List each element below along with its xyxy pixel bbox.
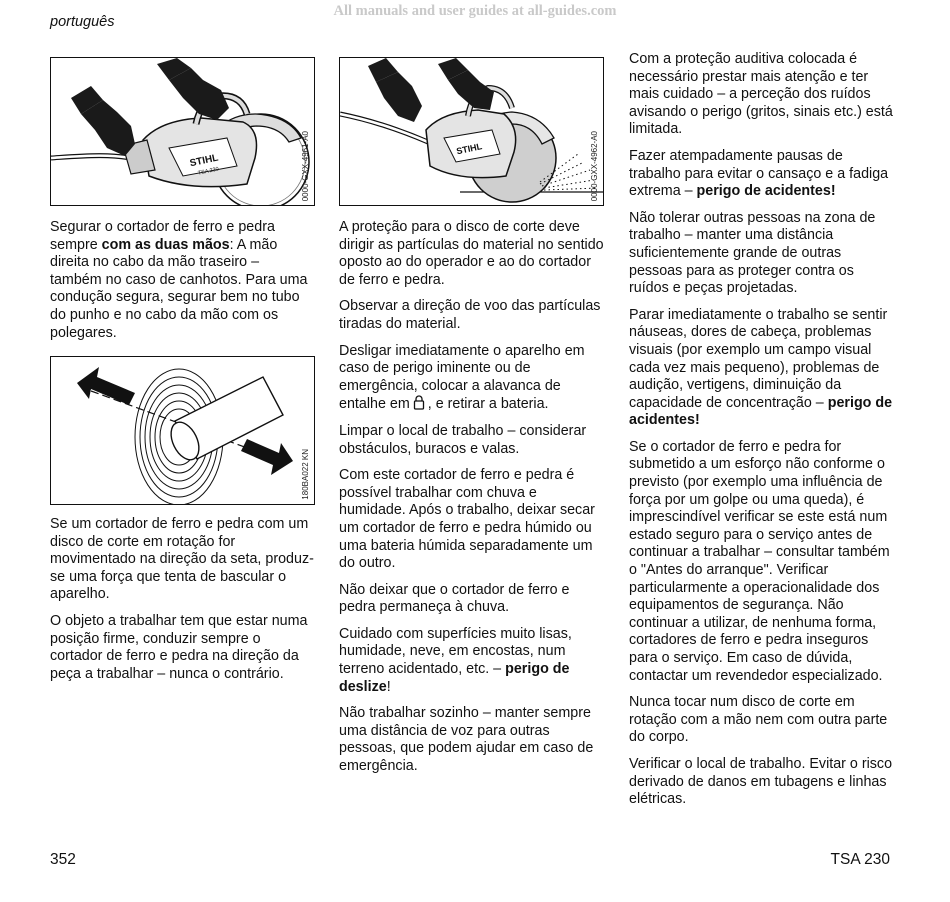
figure-two-hands <box>50 57 315 206</box>
page-number: 352 <box>50 851 76 868</box>
paragraph-breaks: Fazer atempadamente pausas de trabalho para evitar o cansaço e a fadiga extrema – perigo de acidentes! <box>629 147 889 200</box>
paragraph-stop-work: Parar imediatamente o trabalho se sentir náuseas, dores de cabeça, problemas visuais (por exemplo um campo visual cada vez mais pequeno), problemas de audição, vertigens, diminuição da capacidade de concentração – perigo de acidentes! <box>629 306 893 429</box>
force-arrows-illustration <box>51 357 314 504</box>
paragraph-no-rain: Não deixar que o cortador de ferro e pedra permaneça à chuva. <box>339 581 570 616</box>
two-hands-illustration <box>51 58 314 205</box>
paragraph-clean-area: Limpar o local de trabalho – considerar obstáculos, buracos e valas. <box>339 422 587 457</box>
emphasis-slip: perigo de deslize <box>339 661 570 695</box>
paragraph-improper-load: Se o cortador de ferro e pedra for submetido a um esforço não conforme o previsto (por exemplo uma influência de força por um golpe ou uma queda), é imprescindível verificar se este está num estado seguro para o serviço antes de continuar a trabalhar – consultar também o "Antes do arranque". Verificar particularmente a operacionalidade dos equipamentos de segurança. Não continuar a utilizar, de nenhuma forma, cortadores de ferro e pedra inseguros para o serviço. Em caso de dúvida, contactar um revendedor especializado. <box>629 438 890 684</box>
paragraph-arrow-force: Se um cortador de ferro e pedra com um disco de corte em rotação for movimentado na direção da seta, produz-se uma força que tenta de bascular o aparelho. <box>50 516 314 603</box>
column-left-lower <box>50 516 314 692</box>
watermark: All manuals and user guides at all-guides.com <box>333 3 617 19</box>
paragraph-rain: Com este cortador de ferro e pedra é possível trabalhar com chuva e humidade. Após o trabalho, deixar secar um cortador de ferro e pedra húmido ou uma bateria húmida separadamente um do outro. <box>339 467 595 572</box>
particle-direction-illustration <box>340 58 603 205</box>
paragraph-not-alone: Não trabalhar sozinho – manter sempre uma distância de voz para outras pessoas, que podem ajudar em caso de emergência. <box>339 705 594 775</box>
paragraph-workpiece: O objeto a trabalhar tem que estar numa posição firme, conduzir sempre o cortador de ferro e pedra na direção da peça a trabalhar – nunca o contrário. <box>50 612 308 682</box>
figure-code: 180BA022 KN <box>301 449 310 500</box>
figure-code: 0000-GXX-4961-A0 <box>301 130 310 201</box>
paragraph-emergency: Desligar imediatamente o aparelho em caso de perigo iminente ou de emergência, colocar a alavanca de entalhe em , e retirar a bateria. <box>339 342 585 413</box>
arrow-up-left-icon <box>77 367 135 405</box>
brand-logo: STIHL <box>188 152 220 170</box>
brand-logo-2: STIHL <box>455 141 483 157</box>
lock-icon <box>413 395 425 410</box>
paragraph-hearing: Com a proteção auditiva colocada é necessário prestar mais atenção e ter mais cuidado – a perceção dos ruídos avisando o perigo (gritos, sinais etc.) está limitada. <box>629 51 893 138</box>
paragraph-two-hands: Segurar o cortador de ferro e pedra sempre com as duas mãos: A mão direita no cabo da mão traseiro – também no caso de canhotos. Para uma condução segura, segurar bem no tubo do punho e no cabo da mão com os polegares. <box>50 219 308 341</box>
arrow-down-right-icon <box>241 439 293 475</box>
paragraph-particles: Observar a direção de voo das partículas tiradas do material. <box>339 298 601 332</box>
column-middle <box>339 219 605 785</box>
footer-model: TSA 230 <box>830 851 890 868</box>
figure-particle-direction <box>339 57 604 206</box>
model-label: TSA 230 <box>197 166 220 177</box>
column-left <box>50 219 314 351</box>
paragraph-other-people: Não tolerar outras pessoas na zona de trabalho – manter uma distância suficientemente grande de outras pessoas para as proteger contra os ruídos e peças projetadas. <box>629 209 876 297</box>
emphasis-accidents-1: perigo de acidentes! <box>696 183 836 200</box>
language-label: português <box>50 14 115 30</box>
emphasis-two-hands: com as duas mãos <box>101 236 230 253</box>
figure-force-arrows <box>50 356 315 505</box>
paragraph-guard: A proteção para o disco de corte deve dirigir as partículas do material no sentido oposto ao do operador e ao do cortador de ferro e pedra. <box>339 219 604 288</box>
paragraph-slippery: Cuidado com superfícies muito lisas, humidade, neve, em encostas, num terreno acidentado, etc. – perigo de deslize! <box>339 625 572 695</box>
column-right <box>629 51 895 818</box>
paragraph-check-site: Verificar o local de trabalho. Evitar o risco derivado de danos em tubagens e linhas elétricas. <box>629 755 893 808</box>
paragraph-no-touch: Nunca tocar num disco de corte em rotação com a mão nem com outra parte do corpo. <box>629 694 888 746</box>
emphasis-accidents-2: perigo de acidentes! <box>629 394 893 429</box>
figure-code: 0000-GXX-4962-A0 <box>590 130 599 201</box>
